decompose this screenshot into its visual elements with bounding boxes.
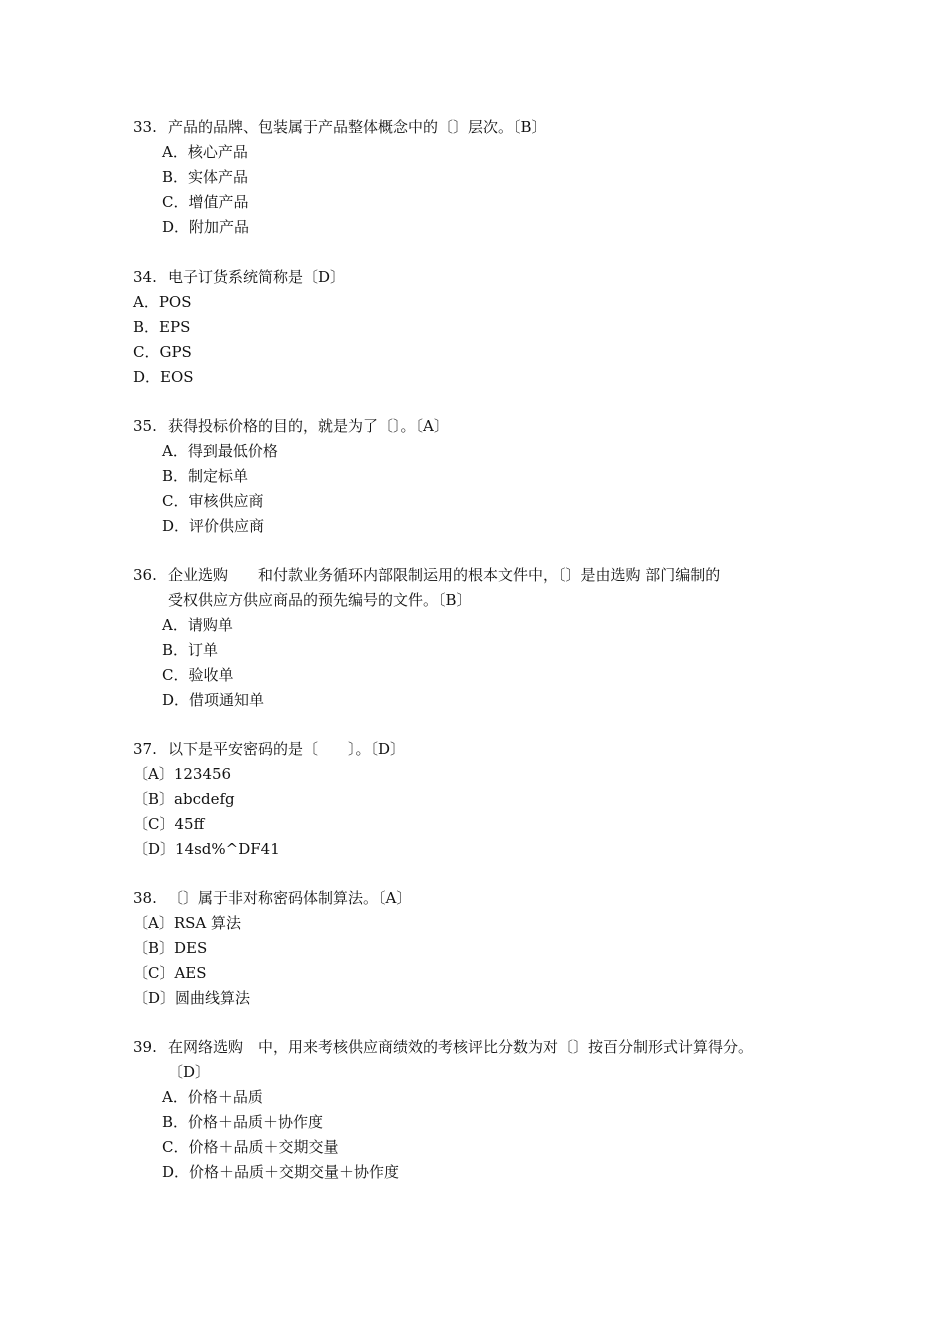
- question-39-number: 39.: [133, 1038, 157, 1056]
- question-39-text: 在网络选购 中，用来考核供应商绩效的考核评比分数为对〔〕按百分制形式计算得分。: [168, 1038, 754, 1056]
- question-39-option-c: C．价格＋品质＋交期交量: [162, 1138, 339, 1156]
- question-33-option-c: C．增值产品: [162, 193, 249, 211]
- question-35-option-b: B．制定标单: [162, 467, 249, 485]
- question-36-text-continued: 受权供应方供应商品的预先编号的文件。〔B〕: [168, 591, 472, 609]
- question-37-text: 以下是平安密码的是〔 〕。〔D〕: [168, 740, 406, 758]
- question-36-option-b: B．订单: [162, 641, 219, 659]
- question-38-text: 〔〕属于非对称密码体制算法。〔A〕: [168, 889, 412, 907]
- question-39-text-continued: 〔D〕: [168, 1063, 211, 1081]
- question-34-number: 34.: [133, 268, 157, 286]
- question-34-option-d: D．EOS: [133, 368, 194, 386]
- question-37-option-a: 〔A〕123456: [133, 765, 232, 783]
- question-36-option-c: C．验收单: [162, 666, 234, 684]
- question-33-text: 产品的品牌、包装属于产品整体概念中的〔〕层次。〔B〕: [168, 118, 547, 136]
- question-37-option-c: 〔C〕45ff: [133, 815, 205, 833]
- question-34-option-c: C．GPS: [133, 343, 192, 361]
- question-33-option-d: D．附加产品: [162, 218, 250, 236]
- question-35-option-d: D．评价供应商: [162, 517, 265, 535]
- question-35-option-c: C．审核供应商: [162, 492, 264, 510]
- question-37-number: 37.: [133, 740, 157, 758]
- question-38-option-b: 〔B〕DES: [133, 939, 208, 957]
- question-33-number: 33.: [133, 118, 157, 136]
- question-33-option-a: A．核心产品: [162, 143, 248, 161]
- question-39-option-b: B．价格＋品质＋协作度: [162, 1113, 324, 1131]
- question-36-option-d: D．借项通知单: [162, 691, 265, 709]
- question-36-option-a: A．请购单: [162, 616, 233, 634]
- question-38-number: 38.: [133, 889, 157, 907]
- question-35-text: 获得投标价格的目的，就是为了〔〕。〔A〕: [168, 417, 449, 435]
- question-34-option-a: A．POS: [133, 293, 192, 311]
- question-38-option-a: 〔A〕RSA 算法: [133, 914, 242, 932]
- question-34-text: 电子订货系统简称是〔D〕: [168, 268, 346, 286]
- question-33-option-b: B．实体产品: [162, 168, 249, 186]
- question-35-option-a: A．得到最低价格: [162, 442, 278, 460]
- question-39-option-d: D．价格＋品质＋交期交量＋协作度: [162, 1163, 400, 1181]
- question-38-option-c: 〔C〕AES: [133, 964, 207, 982]
- question-38-option-d: 〔D〕圆曲线算法: [133, 989, 251, 1007]
- question-36-number: 36.: [133, 566, 157, 584]
- question-37-option-b: 〔B〕abcdefg: [133, 790, 235, 808]
- question-34-option-b: B．EPS: [133, 318, 191, 336]
- question-36-text: 企业选购 和付款业务循环内部限制运用的根本文件中，〔〕是由选购 部门编制的: [168, 566, 721, 584]
- question-39-option-a: A．价格＋品质: [162, 1088, 263, 1106]
- question-37-option-d: 〔D〕14sd%^DF41: [133, 840, 280, 858]
- question-35-number: 35.: [133, 417, 157, 435]
